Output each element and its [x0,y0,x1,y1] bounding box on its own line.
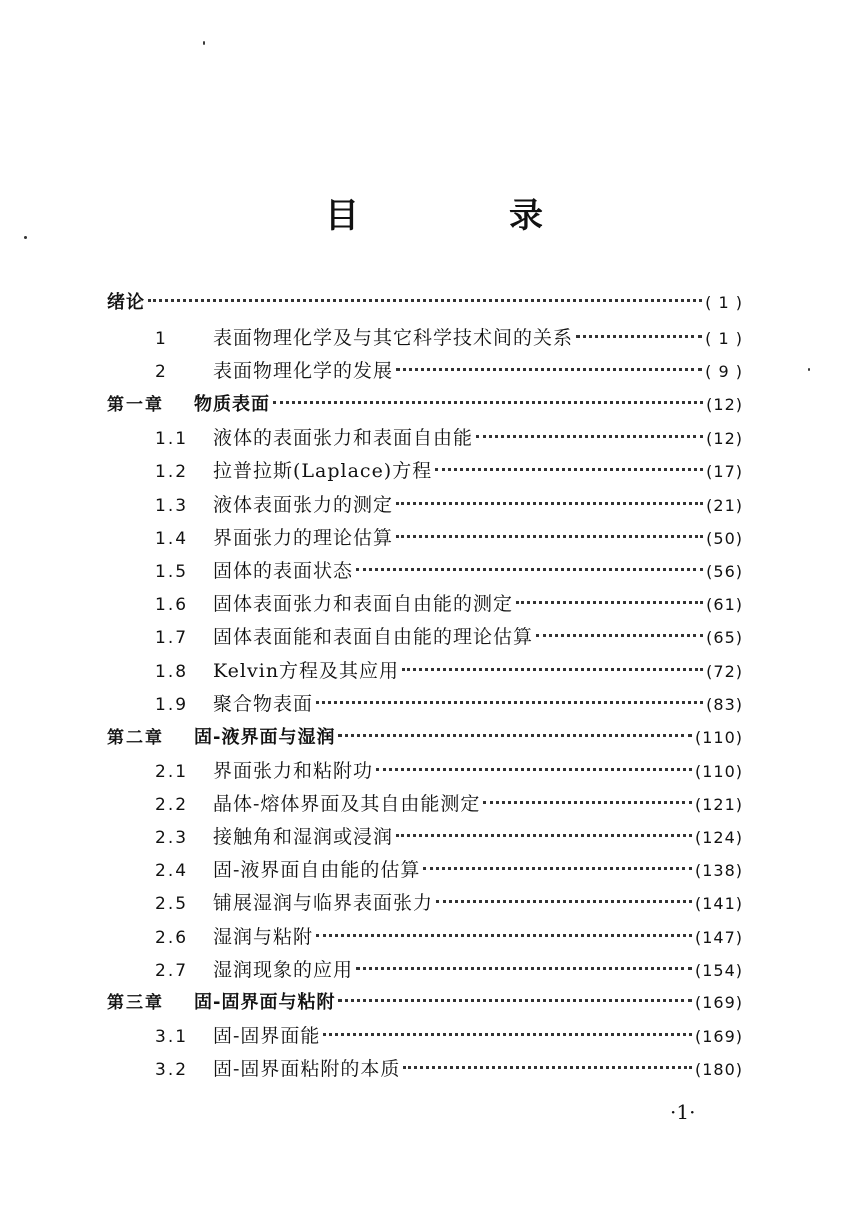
toc-entry-number: 1.8 [155,662,189,682]
toc-entry-title: 固体表面张力和表面自由能的测定 [213,593,514,615]
toc-leader [338,734,691,737]
scan-speck [24,236,27,239]
toc-entry[interactable] [155,323,743,353]
toc-entry-title: 固体表面能和表面自由能的理论估算 [213,626,534,648]
toc-leader [338,999,691,1002]
toc-entry[interactable] [155,556,743,586]
toc-entry-number: 2.5 [155,894,189,914]
toc-entry-number: 1.9 [155,695,189,715]
toc-entry-title: 固-固界面粘附的本质 [213,1058,401,1080]
toc-entry-number: 2.1 [155,762,189,782]
toc-entry-page: (61) [706,595,743,614]
toc-leader [323,1033,692,1036]
toc-entry[interactable] [155,789,743,819]
toc-entry-page: (12) [706,429,743,448]
toc-leader [483,801,692,804]
toc-entry-number: 2.2 [155,795,189,815]
toc-entry-page: (56) [706,562,743,581]
toc-leader [423,867,692,870]
toc-entry-number: 2.3 [155,828,189,848]
toc-leader [316,701,703,704]
toc-leader [576,335,702,338]
toc-entry-page: (50) [706,529,743,548]
toc-entry[interactable] [155,888,743,918]
toc-leader [396,535,703,538]
toc-entry-title: 物质表面 [194,394,270,415]
toc-entry-number: 1.3 [155,496,189,516]
scan-speck [203,41,205,45]
toc-entry-page: (141) [694,894,743,913]
toc-entry[interactable] [155,589,743,619]
toc-entry-title: 表面物理化学及与其它科学技术间的关系 [213,327,574,349]
toc-leader [396,834,692,837]
toc-entry[interactable] [155,523,743,553]
toc-entry-title: 液体表面张力的测定 [213,494,394,516]
toc-entry[interactable] [155,756,743,786]
page-number: ·1· [670,1100,696,1124]
toc-chapter-number: 第一章 [107,395,164,415]
toc-leader [476,435,703,438]
toc-leader [403,1066,692,1069]
page-title: 目 录 [325,196,601,236]
toc-entry-title: 晶体-熔体界面及其自由能测定 [213,793,481,815]
toc-leader [536,634,703,637]
toc-leader [356,568,703,571]
toc-entry-number: 3.1 [155,1027,189,1047]
toc-leader [376,768,692,771]
toc-entry[interactable] [155,423,743,453]
toc-entry-number: 1 [155,329,168,349]
toc-entry-page: (72) [706,662,743,681]
toc-entry-page: (12) [706,395,743,414]
toc-entry-title: 绪论 [107,292,145,313]
toc-entry-title: 固-固界面与粘附 [194,992,336,1013]
toc-entry-intro[interactable] [107,288,743,318]
toc-leader [356,967,692,970]
toc-entry[interactable] [155,922,743,952]
toc-entry[interactable] [155,622,743,652]
toc-leader [516,601,703,604]
toc-entry-number: 1.4 [155,529,189,549]
toc-entry-page: (110) [694,762,743,781]
toc-leader [396,502,703,505]
toc-entry[interactable] [155,822,743,852]
toc-entry-number: 2.6 [155,928,189,948]
toc-entry-number: 1.2 [155,462,189,482]
toc-entry-number: 1.6 [155,595,189,615]
toc-entry-title: 聚合物表面 [213,693,314,715]
toc-leader [148,299,702,302]
toc-leader [435,468,703,471]
toc-entry-page: (83) [706,695,743,714]
toc-entry-title: 界面张力的理论估算 [213,527,394,549]
toc-entry-title: 固-固界面能 [213,1025,321,1047]
toc-entry[interactable] [155,456,743,486]
toc-entry-number: 2.4 [155,861,189,881]
toc-entry-number: 3.2 [155,1060,189,1080]
toc-entry-number: 1.5 [155,562,189,582]
toc-leader [436,900,692,903]
toc-entry-title: 界面张力和粘附功 [213,760,374,782]
toc-entry-page: (65) [706,628,743,647]
toc-entry-page: (147) [694,928,743,947]
toc-entry-title: 固-液界面自由能的估算 [213,859,421,881]
toc-entry-number: 2.7 [155,961,189,981]
toc-entry-page: (154) [694,961,743,980]
toc-chapter-2[interactable] [107,723,743,753]
toc-entry[interactable] [155,656,743,686]
toc-chapter-3[interactable] [107,988,743,1018]
toc-entry[interactable] [155,490,743,520]
toc-entry-number: 2 [155,362,168,382]
toc-entry-title: 固体的表面状态 [213,560,354,582]
toc-leader [273,401,703,404]
toc-leader [402,668,703,671]
toc-entry-page: (110) [694,728,743,747]
toc-entry-page: ( 1 ) [705,329,743,348]
toc-chapter-number: 第三章 [107,993,164,1013]
toc-chapter-1[interactable] [107,390,743,420]
toc-chapter-number: 第二章 [107,728,164,748]
toc-entry[interactable] [155,356,743,386]
toc-entry[interactable] [155,955,743,985]
toc-entry-page: (21) [706,496,743,515]
toc-entry-number: 1.1 [155,429,189,449]
toc-entry[interactable] [155,855,743,885]
toc-entry[interactable] [155,1054,743,1084]
toc-entry-title: 拉普拉斯(Laplace)方程 [213,460,433,482]
scan-speck [808,368,810,371]
toc-entry-title: 湿润与粘附 [213,926,314,948]
toc-entry-page: (169) [694,993,743,1012]
toc-entry[interactable] [155,1021,743,1051]
toc-entry[interactable] [155,689,743,719]
toc-entry-page: ( 1 ) [705,293,743,312]
toc-entry-title: 液体的表面张力和表面自由能 [213,427,474,449]
toc-entry-page: (121) [694,795,743,814]
toc-entry-title: 接触角和湿润或浸润 [213,826,394,848]
toc-entry-page: (180) [694,1060,743,1079]
toc-entry-page: (124) [694,828,743,847]
toc-entry-title: 表面物理化学的发展 [213,360,394,382]
toc-entry-page: (169) [694,1027,743,1046]
toc-entry-page: (17) [706,462,743,481]
toc-entry-title: Kelvin方程及其应用 [213,660,400,682]
toc-leader [396,368,702,371]
toc-entry-title: 铺展湿润与临界表面张力 [213,892,434,914]
toc-entry-page: ( 9 ) [705,362,743,381]
toc-entry-title: 湿润现象的应用 [213,959,354,981]
toc-entry-page: (138) [694,861,743,880]
toc-entry-number: 1.7 [155,628,189,648]
toc-leader [316,934,692,937]
toc-entry-title: 固-液界面与湿润 [194,727,336,748]
